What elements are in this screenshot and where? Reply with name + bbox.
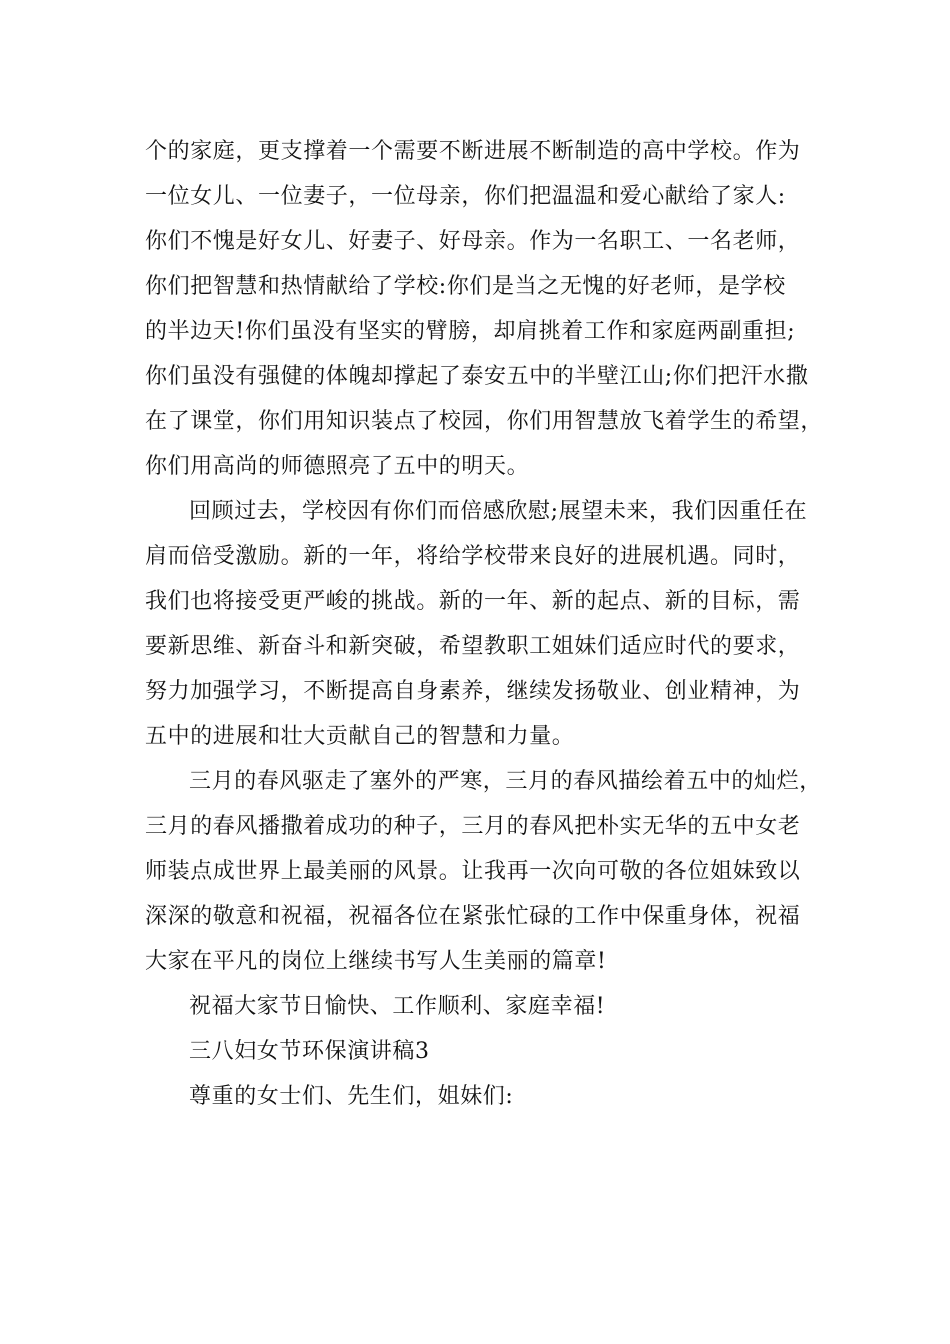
text-line: 你们把智慧和热情献给了学校:你们是当之无愧的好老师，是学校 — [145, 274, 786, 299]
document-body — [145, 129, 825, 1119]
text-line: 一位女儿、一位妻子，一位母亲，你们把温温和爱心献给了家人: — [145, 184, 786, 209]
text-line: 在了课堂，你们用知识装点了校园，你们用智慧放飞着学生的希望， — [145, 409, 824, 434]
text-line: 大家在平凡的岗位上继续书写人生美丽的篇章! — [145, 949, 607, 974]
salutation-line: 尊重的女士们、先生们，姐妹们: — [189, 1084, 514, 1109]
section-title: 三八妇女节环保演讲稿3 — [189, 1039, 430, 1064]
text-line: 肩而倍受激励。新的一年，将给学校带来良好的进展机遇。同时， — [145, 544, 801, 569]
text-line: 你们虽没有强健的体魄却撑起了泰安五中的半壁江山;你们把汗水撒 — [145, 364, 809, 389]
text-line: 五中的进展和壮大贡献自己的智慧和力量。 — [145, 724, 575, 749]
text-line: 三月的春风播撒着成功的种子，三月的春风把朴实无华的五中女老 — [145, 814, 801, 839]
text-line: 你们不愧是好女儿、好妻子、好母亲。作为一名职工、一名老师， — [145, 229, 801, 254]
text-line: 努力加强学习，不断提高自身素养，继续发扬敬业、创业精神，为 — [145, 679, 801, 704]
text-line: 师装点成世界上最美丽的风景。让我再一次向可敬的各位姐妹致以 — [145, 859, 801, 884]
text-line: 我们也将接受更严峻的挑战。新的一年、新的起点、新的目标，需 — [145, 589, 801, 614]
paragraph-start-line: 三月的春风驱走了塞外的严寒，三月的春风描绘着五中的灿烂， — [189, 769, 822, 794]
paragraph-start-line: 回顾过去，学校因有你们而倍感欣慰;展望未来，我们因重任在 — [189, 499, 808, 524]
text-line: 的半边天!你们虽没有坚实的臂膀，却肩挑着工作和家庭两副重担; — [145, 319, 796, 344]
paragraph-start-line: 祝福大家节日愉快、工作顺利、家庭幸福! — [189, 994, 606, 1019]
text-line: 深深的敬意和祝福，祝福各位在紧张忙碌的工作中保重身体，祝福 — [145, 904, 801, 929]
text-line: 个的家庭，更支撑着一个需要不断进展不断制造的高中学校。作为 — [145, 139, 801, 164]
text-line: 你们用高尚的师德照亮了五中的明天。 — [145, 454, 530, 479]
text-line: 要新思维、新奋斗和新突破，希望教职工姐妹们适应时代的要求， — [145, 634, 801, 659]
